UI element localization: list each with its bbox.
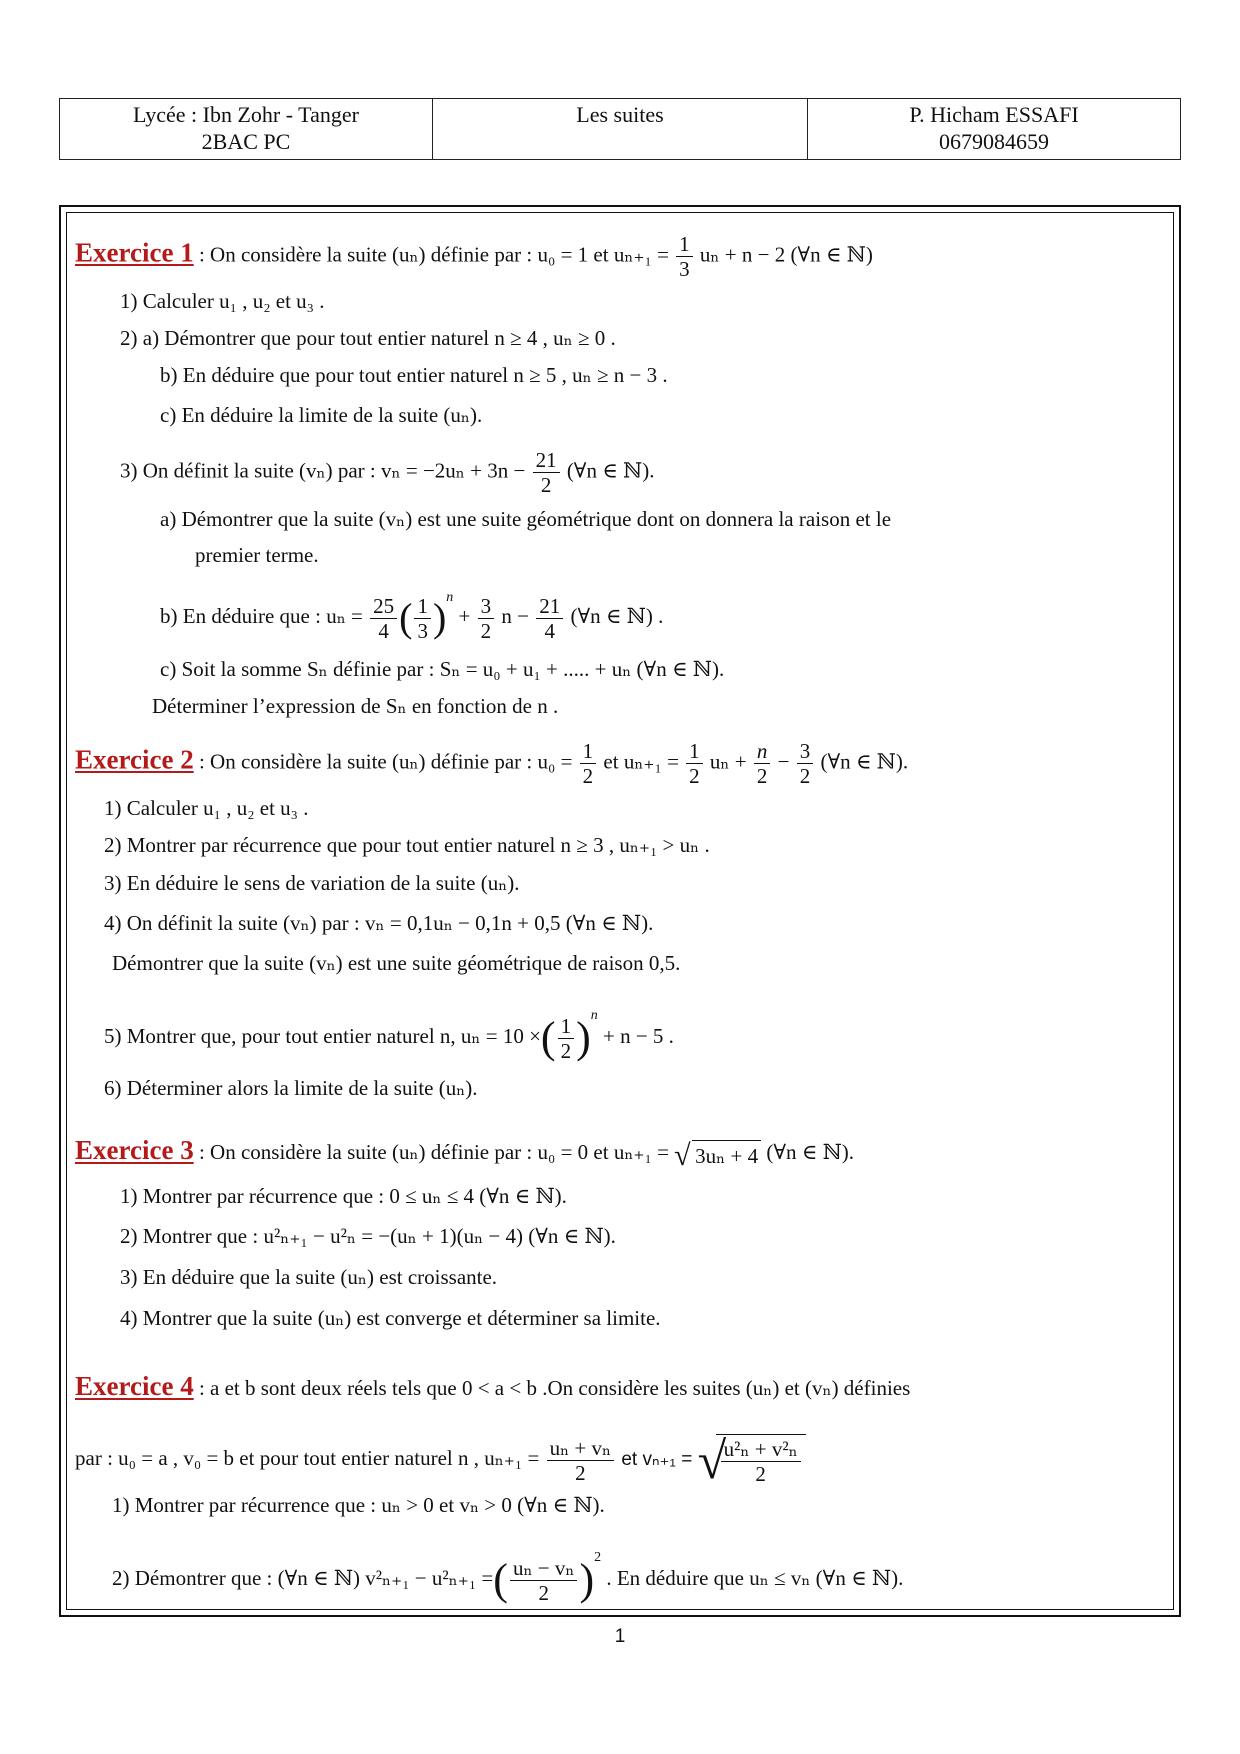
ex1-q3-fraction — [533, 448, 560, 497]
ex1-q3-den: 2 — [540, 473, 552, 497]
ex1-q3b-frac3-den: 2 — [480, 618, 492, 643]
ex2-frac1 — [686, 739, 703, 788]
ex2-q5-rhs: + n − 5 . — [602, 1024, 674, 1048]
ex4-definition — [75, 1433, 806, 1490]
ex1-statement — [75, 232, 873, 281]
ex1-q3a-line2: premier terme. — [195, 543, 319, 567]
ex1-rec-rhs: uₙ + n − 2 (∀n ∈ ℕ) — [699, 242, 873, 267]
ex1-q3b-frac2-den: 3 — [417, 618, 428, 643]
ex2-q3: 3) En déduire le sens de variation de la suite (uₙ). — [104, 871, 520, 895]
ex1-q3b-mid: n − — [501, 604, 529, 628]
header-teacher-cell — [808, 99, 1180, 159]
ex2-q5-frac-num: 1 — [558, 1014, 575, 1039]
ex3-q1: 1) Montrer par récurrence que : 0 ≤ uₙ ≤ 4 (∀n ∈ ℕ). — [120, 1184, 567, 1208]
ex4-v-frac-num: u²ₙ + v²ₙ — [721, 1437, 801, 1462]
ex2-q4b: Démontrer que la suite (vₙ) est une suite géométrique de raison 0,5. — [112, 951, 681, 975]
ex2-frac1-den: 2 — [689, 764, 700, 788]
ex1-title: Exercice 1 — [75, 237, 194, 268]
header-school-cell — [60, 99, 433, 159]
ex2-q5: 5) Montrer que, pour tout entier naturel n, uₙ = 10 ×( $\frac{1}{2}$ )$^n$ + n − 5 . — [104, 1008, 674, 1063]
ex3-title: Exercice 3 — [75, 1135, 194, 1165]
ex1-q2b: b) En déduire que pour tout entier naturel n ≥ 5 , uₙ ≥ n − 3 . — [160, 363, 668, 387]
ex4-v-frac — [721, 1437, 801, 1486]
ex4-q2-frac — [510, 1556, 578, 1605]
subject-title: Les suites — [576, 102, 664, 127]
ex2-frac3-den: 2 — [799, 764, 811, 788]
ex1-q1: 1) Calculer u₁ , u₂ et u₃ . — [120, 289, 325, 313]
ex2-q4: 4) On définit la suite (vₙ) par : vₙ = 0,1uₙ − 0,1n + 0,5 (∀n ∈ ℕ). — [104, 911, 654, 935]
ex3-sqrt-radicand: 3uₙ + 4 — [692, 1140, 761, 1169]
ex1-rec-num: 1 — [676, 232, 693, 257]
ex4-u-frac — [547, 1436, 615, 1485]
ex2-rhs: (∀n ∈ ℕ). — [820, 749, 909, 774]
ex1-q2a: 2) a) Démontrer que pour tout entier naturel n ≥ 4 , uₙ ≥ 0 . — [120, 326, 616, 350]
ex2-frac3-num: 3 — [797, 739, 814, 764]
ex1-q3-lhs: 3) On définit la suite (vₙ) par : vₙ = −2uₙ + 3n − — [120, 458, 526, 483]
ex2-frac1-num: 1 — [686, 739, 703, 764]
ex1-q3b-frac2 — [414, 594, 431, 643]
ex4-q2-rhs: . En déduire que uₙ ≤ vₙ (∀n ∈ ℕ). — [606, 1566, 904, 1590]
ex1-q3b-plus: + — [458, 604, 471, 628]
teacher-name: P. Hicham ESSAFI — [909, 102, 1079, 127]
ex4-intro: : a et b sont deux réels tels que 0 < a < b .On considère les suites (uₙ) et (vₙ) définies — [198, 1376, 911, 1400]
ex1-q3b-frac4-num: 21 — [536, 594, 563, 619]
ex2-title: Exercice 2 — [75, 744, 194, 775]
ex3-rhs: (∀n ∈ ℕ). — [766, 1140, 855, 1164]
ex1-q3a-line1: a) Démontrer que la suite (vₙ) est une suite géométrique dont on donnera la raison et le — [160, 507, 892, 531]
ex2-intro: : On considère la suite (uₙ) définie par : u₀ = — [198, 749, 573, 774]
ex2-frac2-num: n — [754, 739, 771, 764]
ex4-statement — [75, 1373, 910, 1401]
ex3-q3: 3) En déduire que la suite (uₙ) est croissante. — [120, 1265, 498, 1289]
ex1-q3b-frac3 — [478, 594, 495, 643]
ex4-q2-frac-num: uₙ − vₙ — [510, 1556, 578, 1581]
ex4-q2-power: 2 — [594, 1550, 602, 1565]
ex2-minus: − — [777, 749, 790, 774]
ex1-q2c: c) En déduire la limite de la suite (uₙ). — [160, 403, 483, 427]
ex3-q4: 4) Montrer que la suite (uₙ) est converge et déterminer sa limite. — [120, 1306, 661, 1330]
ex4-def-lhs: par : u₀ = a , v₀ = b et pour tout entier naturel n , uₙ₊₁ = — [75, 1445, 540, 1470]
ex1-q3b-rhs: (∀n ∈ ℕ) . — [570, 604, 664, 628]
ex1-q3-rhs: (∀n ∈ ℕ). — [566, 458, 655, 483]
page-number: 1 — [614, 1626, 626, 1647]
ex1-q3-num: 21 — [533, 448, 560, 473]
class-level: 2BAC PC — [201, 129, 291, 154]
ex1-q3 — [120, 448, 654, 497]
header-subject-cell — [433, 99, 808, 159]
ex1-intro: : On considère la suite (uₙ) définie par : u₀ = 1 et — [198, 242, 609, 267]
ex2-frac3 — [797, 739, 814, 788]
ex2-q6: 6) Déterminer alors la limite de la suite (uₙ). — [104, 1076, 478, 1100]
ex4-u-frac-num: uₙ + vₙ — [547, 1436, 615, 1461]
header-table — [59, 98, 1181, 160]
ex2-q5-frac-den: 2 — [560, 1038, 572, 1063]
ex2-q5-power: n — [590, 1008, 598, 1023]
ex1-q3b-frac2-num: 1 — [414, 594, 431, 619]
ex1-q3b-frac3-num: 3 — [478, 594, 495, 619]
ex4-v-sqrt: √ $\frac{\text{u²ₙ + v²ₙ}}{2}$ — [698, 1434, 806, 1486]
ex1-q3b-frac1-num: 25 — [370, 594, 397, 619]
ex4-q2-lhs: 2) Démontrer que : (∀n ∈ ℕ) v²ₙ₊₁ − u²ₙ₊₁ = — [112, 1566, 494, 1590]
ex1-q3b-frac1 — [370, 594, 397, 643]
ex2-frac2-den: 2 — [756, 764, 768, 788]
ex3-q2: 2) Montrer que : u²ₙ₊₁ − u²ₙ = −(uₙ + 1)(uₙ − 4) (∀n ∈ ℕ). — [120, 1224, 616, 1248]
ex2-frac0-den: 2 — [582, 764, 594, 788]
ex1-q3b-frac1-den: 4 — [378, 618, 389, 643]
school-name: Lycée : Ibn Zohr - Tanger — [133, 102, 359, 127]
ex2-q5-frac — [558, 1014, 575, 1063]
ex1-q3b: b) En déduire que : uₙ = $\frac{25}{4}$ ( $\frac{1}{3}$ )$^n$ + $\frac{3}{2}$ n − $\frac{21}{4}$ (∀n ∈ ℕ) . — [160, 590, 664, 643]
ex2-statement — [75, 739, 908, 788]
ex4-u-frac-den: 2 — [575, 1460, 586, 1485]
ex2-mid: uₙ + — [709, 749, 747, 774]
ex4-q2-frac-den: 2 — [538, 1580, 549, 1605]
ex4-q2: 2) Démontrer que : (∀n ∈ ℕ) v²ₙ₊₁ − u²ₙ₊₁ =( $\frac{\text{uₙ − vₙ}}{2}$ )$^2$ . En déduire que uₙ ≤ vₙ (∀n ∈ ℕ). — [112, 1550, 904, 1605]
ex4-title: Exercice 4 — [75, 1371, 194, 1401]
ex1-rec-fraction — [676, 232, 693, 281]
ex3-intro: : On considère la suite (uₙ) définie par : u₀ = 0 et uₙ₊₁ = — [198, 1140, 669, 1164]
ex2-q1: 1) Calculer u₁ , u₂ et u₃ . — [104, 796, 309, 820]
teacher-phone: 0679084659 — [939, 129, 1049, 154]
ex2-frac0-num: 1 — [580, 739, 597, 764]
ex1-q3c: c) Soit la somme Sₙ définie par : Sₙ = u₀ + u₁ + ..... + uₙ (∀n ∈ ℕ). — [160, 657, 725, 681]
ex1-rec-lhs: uₙ₊₁ = — [613, 242, 669, 267]
ex1-q3b-lhs: b) En déduire que : uₙ = — [160, 604, 363, 628]
ex1-q3b-power: n — [446, 590, 454, 605]
ex3-statement — [75, 1135, 855, 1172]
ex2-q2: 2) Montrer par récurrence que pour tout entier naturel n ≥ 3 , uₙ₊₁ > uₙ . — [104, 833, 710, 857]
ex4-v-frac-den: 2 — [755, 1462, 766, 1486]
ex2-and: et uₙ₊₁ = — [603, 749, 679, 774]
ex2-q5-lhs: 5) Montrer que, pour tout entier naturel n, uₙ = 10 × — [104, 1024, 541, 1048]
ex1-q3b-frac4 — [536, 594, 563, 643]
ex3-sqrt: √ 3uₙ + 4 — [674, 1140, 761, 1169]
ex1-q3b-frac4-den: 4 — [544, 618, 555, 643]
ex4-q1: 1) Montrer par récurrence que : uₙ > 0 et vₙ > 0 (∀n ∈ ℕ). — [112, 1493, 605, 1517]
ex1-q3c-line2: Déterminer l’expression de Sₙ en fonction de n . — [152, 694, 559, 718]
ex2-frac2 — [754, 739, 771, 788]
ex2-frac0 — [580, 739, 597, 788]
ex1-rec-den: 3 — [679, 257, 690, 281]
ex4-def-mid: et vₙ₊₁ = — [621, 1448, 693, 1470]
